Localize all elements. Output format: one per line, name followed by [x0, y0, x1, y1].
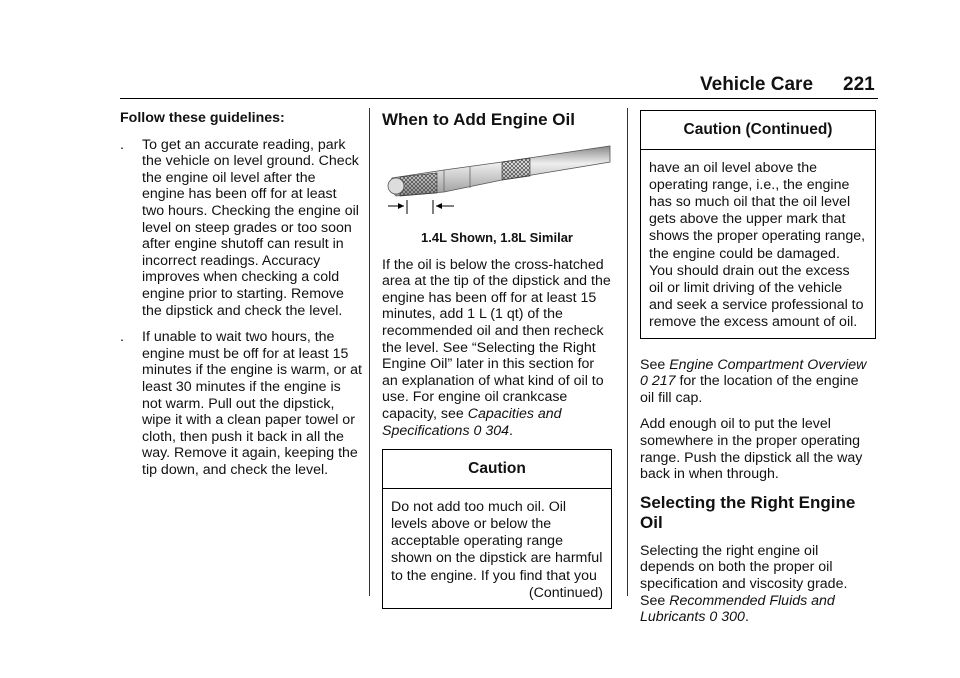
sentence-end: .	[509, 422, 513, 439]
capacities-link[interactable]: Capacities and Specifications	[382, 405, 562, 439]
see-word: See	[640, 356, 666, 373]
bullet-marker: .	[120, 329, 124, 346]
caution-continued-title: Caution (Continued)	[641, 111, 875, 150]
select-oil-paragraph	[640, 543, 876, 626]
section-heading-select-oil: Selecting the Right Engine Oil	[640, 492, 856, 532]
column-divider-2	[627, 108, 628, 596]
caution-box	[382, 449, 612, 609]
column-2	[382, 110, 612, 609]
dipstick-illustration	[382, 140, 612, 218]
engine-compartment-page-ref[interactable]: 0 217	[640, 373, 676, 390]
recommended-fluids-link[interactable]: Recommended Fluids and Lubricants	[640, 592, 835, 626]
guidelines-intro: Follow these guidelines:	[120, 110, 285, 126]
engine-compartment-rest: for the location of the engine oil fill cap.	[640, 373, 859, 406]
add-oil-paragraph	[382, 257, 612, 440]
caution-continued-label: (Continued)	[528, 584, 603, 601]
figure-caption: 1.4L Shown, 1.8L Similar	[421, 230, 573, 245]
column-3	[640, 110, 876, 636]
select-oil-text: Selecting the right engine oil depends on both the proper oil specification and viscosity grade. See	[640, 542, 848, 609]
page-number: 221	[843, 74, 875, 95]
caution-title: Caution	[383, 450, 611, 489]
section-heading-add-oil: When to Add Engine Oil	[382, 110, 575, 129]
engine-compartment-link[interactable]: Engine Compartment Overview	[669, 356, 867, 373]
column-1	[120, 110, 362, 488]
capacities-page-ref[interactable]: 0 304	[473, 422, 510, 439]
caution-body	[383, 489, 611, 608]
header-title: Vehicle Care	[700, 74, 814, 95]
guideline-text: To get an accurate reading, park the vehicle on level ground. Check the engine oil level after the engine has been off for at least two hours. Checking the engine oil level on steep grades or too soon after engine shutoff can result in incorrect readings. Accuracy improves when checking a cold engine prior to starting. Remove the dipstick and check the level.	[142, 136, 359, 319]
sentence-end: .	[744, 609, 749, 626]
guideline-text: If unable to wait two hours, the engine must be off for at least 15 minutes if the engine is warm, or at least 30 minutes if the engine is not warm. Pull out the dipstick, wipe it with a clean paper towel or cloth, then push it back in all the way. Remove it again, keeping the tip down, and check the level.	[142, 329, 363, 478]
caution-continued-box	[640, 110, 876, 339]
header-rule	[120, 98, 878, 99]
guidelines-list	[120, 137, 362, 479]
add-enough-oil-paragraph: Add enough oil to put the level somewhere in the proper operating range. Push the dipstick all the way back in when through.	[640, 416, 863, 483]
bullet-marker: .	[120, 136, 124, 153]
add-oil-text: If the oil is below the cross-hatched area at the tip of the dipstick and the engine has been off for at least 15 minutes, add 1 L (1 qt) of the recommended oil and then recheck the level. See “Selecting the Right Engine Oil” later in this section for an explanation of what kind of oil to use. For engine oil crankcase capacity, see	[382, 256, 611, 422]
caution-continued-text: have an oil level above the operating range, i.e., the engine has so much oil that the oil level gets above the upper mark that shows the proper operating range, the engine could be damaged. You should drain out the excess oil or limit driving of the vehicle and seek a service professional to remove the excess amount of oil.	[649, 159, 866, 331]
recommended-fluids-page-ref[interactable]: 0 300	[709, 609, 745, 626]
guideline-item	[120, 329, 362, 478]
caution-text: Do not add too much oil. Oil levels above or below the acceptable operating range shown on the dipstick are harmful to the engine. If you find that you	[391, 498, 603, 584]
guideline-item	[120, 137, 362, 320]
column-divider-1	[369, 108, 370, 596]
engine-compartment-paragraph	[640, 357, 876, 407]
